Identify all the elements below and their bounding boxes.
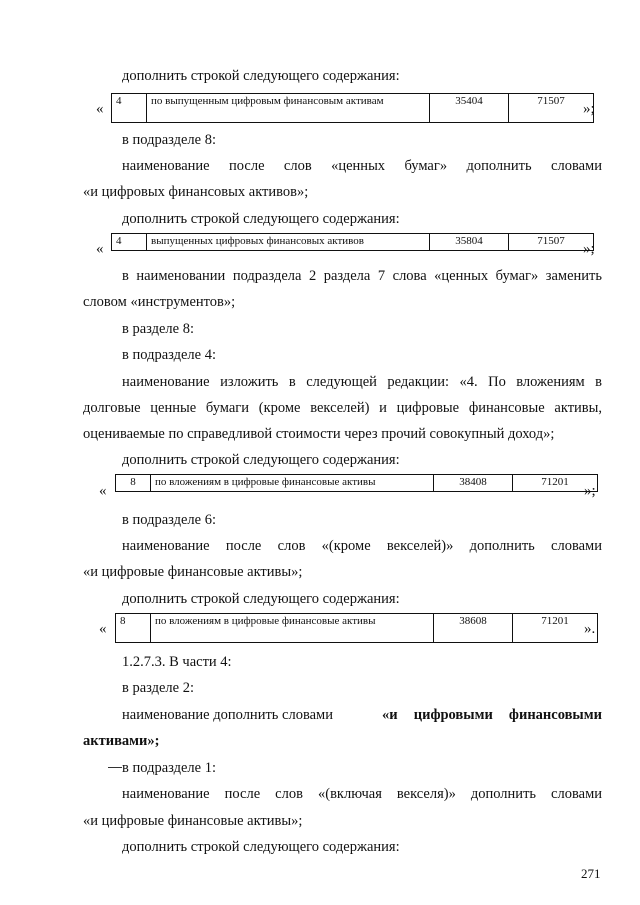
quote-close: »; — [583, 101, 595, 117]
quote-close: »; — [583, 241, 595, 257]
cell-number: 8 — [116, 475, 151, 492]
cell-code: 38408 — [434, 475, 513, 492]
paragraph: дополнить строкой следующего содержания: — [122, 452, 400, 468]
paragraph: в подразделе 4: — [122, 347, 216, 363]
paragraph: оцениваемые по справедливой стоимости через прочий совокупный доход»; — [83, 426, 555, 442]
paragraph: наименование изложить в следующей редакции: «4. По вложениям в — [122, 374, 602, 390]
cell-number: 4 — [112, 234, 147, 251]
cell-code: 38608 — [434, 614, 513, 643]
quote-close: »; — [584, 483, 596, 499]
cell-number: 8 — [116, 614, 151, 643]
paragraph: наименование дополнить словами — [122, 707, 333, 723]
quote-close: ». — [584, 621, 596, 637]
inserted-table-row — [111, 93, 594, 123]
page-number: 271 — [581, 866, 601, 881]
cell-symbol: 71201 — [513, 614, 598, 643]
table-row — [116, 614, 598, 643]
inserted-table-row — [115, 613, 598, 643]
inserted-table-row — [115, 474, 598, 492]
cell-symbol: 71507 — [509, 234, 594, 251]
paragraph: в подразделе 1: — [122, 760, 216, 776]
table-row — [112, 234, 594, 251]
paragraph-bold: «и цифровыми финансовыми — [382, 707, 602, 723]
paragraph: долговые ценные бумаги (кроме векселей) и цифровые финансовые активы, — [83, 400, 602, 416]
quote-open: « — [99, 621, 107, 637]
table-row — [112, 94, 594, 123]
quote-open: « — [99, 483, 107, 499]
cell-name: по вложениям в цифровые финансовые активы — [151, 475, 434, 492]
cell-number: 4 — [112, 94, 147, 123]
cell-code: 35404 — [430, 94, 509, 123]
paragraph: в подразделе 6: — [122, 512, 216, 528]
paragraph: наименование после слов «(включая векселя)» дополнить словами — [122, 786, 602, 802]
paragraph: в разделе 8: — [122, 321, 195, 337]
table-row — [116, 475, 598, 492]
paragraph: в наименовании подраздела 2 раздела 7 слова «ценных бумаг» заменить — [122, 268, 602, 284]
paragraph: «и цифровых финансовых активов»; — [83, 184, 309, 200]
paragraph: словом «инструментов»; — [83, 294, 236, 310]
paragraph: 1.2.7.3. В части 4: — [122, 654, 232, 670]
paragraph: наименование после слов «(кроме векселей)» дополнить словами — [122, 538, 602, 554]
cell-name: по вложениям в цифровые финансовые активы — [151, 614, 434, 643]
cell-code: 35804 — [430, 234, 509, 251]
quote-open: « — [96, 101, 104, 117]
paragraph: в подразделе 8: — [122, 132, 216, 148]
dash-mark — [108, 767, 122, 768]
paragraph: дополнить строкой следующего содержания: — [122, 591, 400, 607]
paragraph: «и цифровые финансовые активы»; — [83, 813, 303, 829]
paragraph-bold: активами»; — [83, 733, 160, 749]
paragraph: дополнить строкой следующего содержания: — [122, 839, 400, 855]
cell-name: выпущенных цифровых финансовых активов — [147, 234, 430, 251]
inserted-table-row — [111, 233, 594, 251]
paragraph: дополнить строкой следующего содержания: — [122, 68, 400, 84]
paragraph: дополнить строкой следующего содержания: — [122, 211, 400, 227]
quote-open: « — [96, 241, 104, 257]
cell-name: по выпущенным цифровым финансовым активам — [147, 94, 430, 123]
paragraph: в разделе 2: — [122, 680, 195, 696]
cell-symbol: 71201 — [513, 475, 598, 492]
paragraph: «и цифровые финансовые активы»; — [83, 564, 303, 580]
cell-symbol: 71507 — [509, 94, 594, 123]
paragraph: наименование после слов «ценных бумаг» дополнить словами — [122, 158, 602, 174]
